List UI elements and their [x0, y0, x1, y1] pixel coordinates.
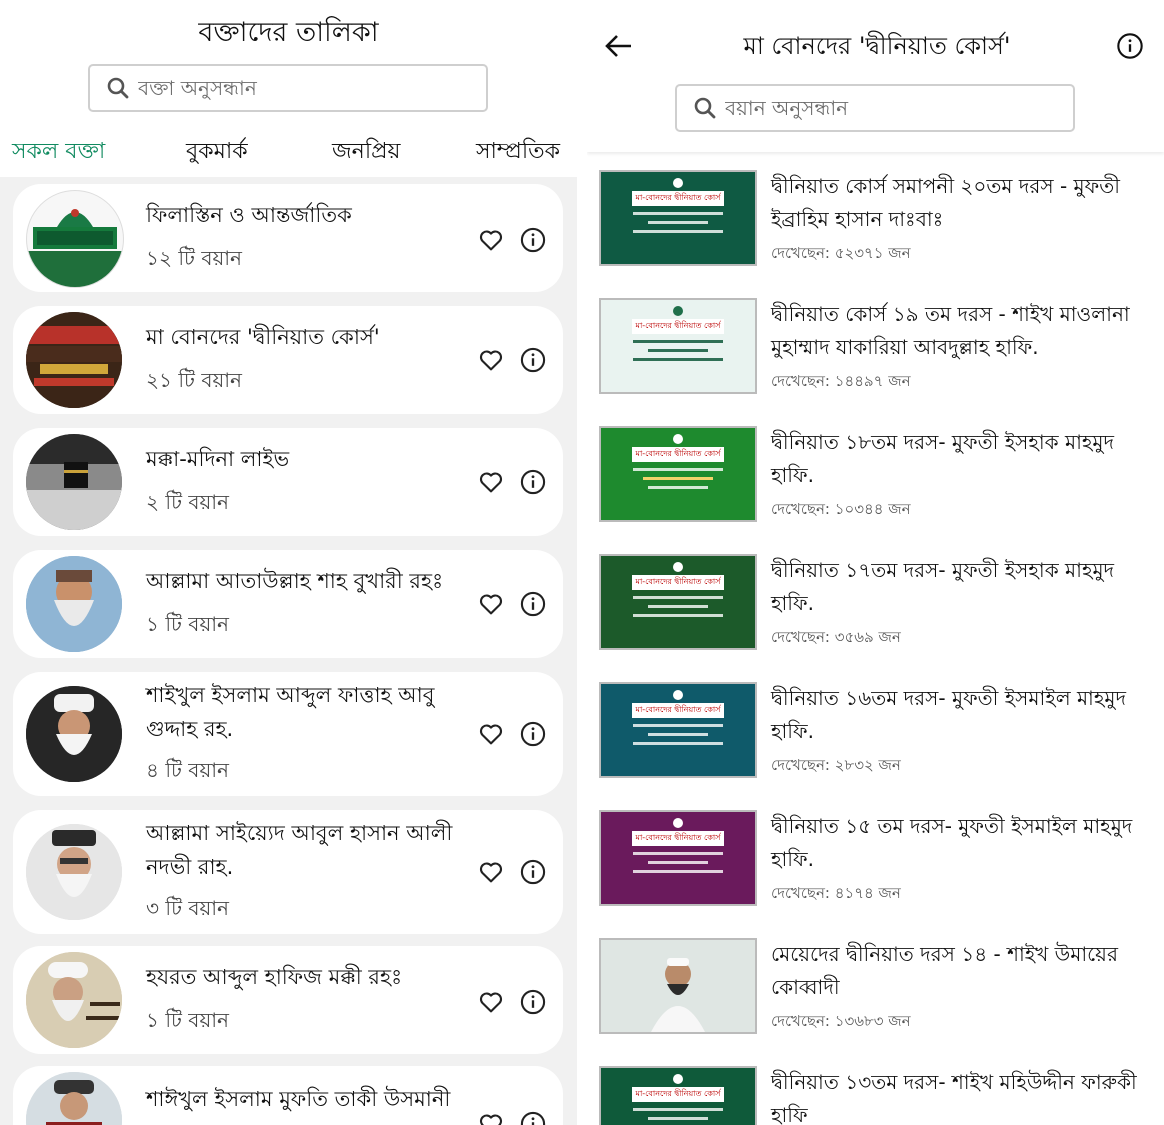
lecture-views: দেখেছেন: ২৮৩২ জন: [771, 756, 901, 774]
lecture-list-panel: [587, 0, 1164, 1125]
speaker-card[interactable]: [13, 550, 563, 658]
info-icon[interactable]: [519, 1110, 547, 1125]
speaker-count: ৪ টি বয়ান: [146, 758, 229, 782]
lecture-views: দেখেছেন: ১৪৪৯৭ জন: [771, 372, 911, 390]
thumbnail-caption: মা-বোনদের দ্বীনিয়াত কোর্স: [632, 831, 725, 846]
page-title: মা বোনদের 'দ্বীনিয়াত কোর্স': [743, 32, 1011, 60]
lecture-item[interactable]: [599, 938, 1159, 1038]
lecture-thumbnail: [599, 554, 757, 650]
speaker-list-header: [0, 0, 577, 177]
info-icon[interactable]: [519, 346, 547, 374]
heart-icon[interactable]: [477, 858, 505, 886]
speaker-count: ৩ টি বয়ান: [146, 896, 229, 920]
speaker-avatar: [26, 190, 124, 288]
speaker-card[interactable]: [13, 810, 563, 934]
lecture-list-header: [587, 0, 1164, 152]
panel-divider: [577, 0, 587, 1125]
lecture-title: দ্বীনিয়াত ১৫ তম দরস- মুফতী ইসমাইল মাহমুদ হাফি.: [771, 814, 1133, 871]
tab-recent[interactable]: সাম্প্রতিক: [476, 139, 561, 164]
heart-icon[interactable]: [477, 720, 505, 748]
lecture-thumbnail: [599, 810, 757, 906]
heart-icon[interactable]: [477, 1110, 505, 1125]
speaker-search-box[interactable]: [88, 64, 488, 112]
lecture-thumbnail: [599, 170, 757, 266]
info-icon[interactable]: [519, 720, 547, 748]
lecture-item[interactable]: [599, 170, 1159, 270]
speaker-name: আল্লামা সাইয়্যেদ আবুল হাসান আলী নদভী রাহ.: [146, 821, 453, 879]
tab-bookmarks[interactable]: বুকমার্ক: [186, 139, 248, 164]
heart-icon[interactable]: [477, 590, 505, 618]
lecture-views: দেখেছেন: ৪১৭৪ জন: [771, 884, 901, 902]
heart-icon[interactable]: [477, 346, 505, 374]
speaker-name: হযরত আব্দুল হাফিজ মক্কী রহঃ: [146, 965, 403, 989]
tab-all-speakers[interactable]: সকল বক্তা: [12, 139, 106, 164]
lecture-thumbnail: [599, 1066, 757, 1125]
lecture-title: দ্বীনিয়াত কোর্স ১৯ তম দরস - শাইখ মাওলানা মুহাম্মাদ যাকারিয়া আবদুল্লাহ হাফি.: [771, 302, 1130, 359]
speaker-card[interactable]: [13, 672, 563, 796]
speaker-avatar: [26, 824, 122, 920]
info-icon[interactable]: [1116, 32, 1144, 60]
lecture-item[interactable]: [599, 1066, 1159, 1125]
tab-popular[interactable]: জনপ্রিয়: [332, 139, 401, 164]
info-icon[interactable]: [519, 858, 547, 886]
lecture-title: দ্বীনিয়াত ১৩তম দরস- শাইখ মহিউদ্দীন ফারুকী হাফি: [771, 1070, 1137, 1125]
info-icon[interactable]: [519, 468, 547, 496]
lecture-title: দ্বীনিয়াত ১৬তম দরস- মুফতী ইসমাইল মাহমুদ হাফি.: [771, 686, 1126, 743]
search-icon: [693, 96, 717, 120]
lecture-search-box[interactable]: [675, 84, 1075, 132]
speaker-card[interactable]: [13, 946, 563, 1054]
lecture-views: দেখেছেন: ১০৩৪৪ জন: [771, 500, 911, 518]
speaker-card[interactable]: [13, 1066, 563, 1125]
heart-icon[interactable]: [477, 468, 505, 496]
speaker-name: আল্লামা আতাউল্লাহ শাহ বুখারী রহঃ: [146, 569, 444, 593]
info-icon[interactable]: [519, 590, 547, 618]
lecture-views: দেখেছেন: ৩৫৬৯ জন: [771, 628, 901, 646]
speaker-count: ২ টি বয়ান: [146, 490, 229, 514]
speaker-avatar: [26, 952, 122, 1048]
lecture-thumbnail: [599, 682, 757, 778]
speaker-list-panel: [0, 0, 577, 1125]
lecture-thumbnail: [599, 426, 757, 522]
speaker-name: ফিলাস্তিন ও আন্তর্জাতিক: [146, 203, 352, 227]
lecture-item[interactable]: [599, 554, 1159, 654]
thumbnail-caption: মা-বোনদের দ্বীনিয়াত কোর্স: [632, 191, 725, 206]
speaker-card[interactable]: [13, 184, 563, 292]
thumbnail-caption: মা-বোনদের দ্বীনিয়াত কোর্স: [632, 447, 725, 462]
speaker-avatar: [26, 434, 122, 530]
lecture-views: দেখেছেন: ১৩৬৮৩ জন: [771, 1012, 911, 1030]
lecture-thumbnail: [599, 298, 757, 394]
speaker-tabs: [0, 134, 577, 174]
speaker-card[interactable]: [13, 428, 563, 536]
back-arrow-icon[interactable]: [603, 30, 635, 62]
speaker-count: ১২ টি বয়ান: [146, 246, 242, 270]
lecture-thumbnail: [599, 938, 757, 1034]
thumbnail-caption: মা-বোনদের দ্বীনিয়াত কোর্স: [632, 1087, 725, 1102]
speaker-avatar: [26, 686, 122, 782]
speaker-search-input[interactable]: [136, 75, 440, 101]
page-title: বক্তাদের তালিকা: [198, 17, 379, 48]
lecture-item[interactable]: [599, 682, 1159, 782]
lecture-title: দ্বীনিয়াত কোর্স সমাপনী ২০তম দরস - মুফতী ইব্রাহিম হাসান দাঃবাঃ: [771, 174, 1120, 231]
heart-icon[interactable]: [477, 226, 505, 254]
speaker-name: মা বোনদের 'দ্বীনিয়াত কোর্স': [146, 325, 380, 349]
thumbnail-caption: মা-বোনদের দ্বীনিয়াত কোর্স: [632, 575, 725, 590]
lecture-title: মেয়েদের দ্বীনিয়াত দরস ১৪ - শাইখ উমায়ের কোব্বাদী: [771, 942, 1118, 999]
lecture-title: দ্বীনিয়াত ১৮তম দরস- মুফতী ইসহাক মাহমুদ হাফি.: [771, 430, 1115, 487]
speaker-name: মক্কা-মদিনা লাইভ: [146, 447, 290, 471]
speaker-name: শাঈখুল ইসলাম মুফতি তাকী উসমানী: [146, 1087, 451, 1111]
speaker-card[interactable]: [13, 306, 563, 414]
lecture-search-input[interactable]: [723, 95, 1027, 121]
speaker-avatar: [26, 312, 122, 408]
lecture-title: দ্বীনিয়াত ১৭তম দরস- মুফতী ইসহাক মাহমুদ হাফি.: [771, 558, 1115, 615]
speaker-avatar: [26, 1072, 122, 1125]
speaker-avatar: [26, 556, 122, 652]
speaker-count: ১ টি বয়ান: [146, 1008, 229, 1032]
thumbnail-caption: মা-বোনদের দ্বীনিয়াত কোর্স: [632, 319, 725, 334]
speaker-name: শাইখুল ইসলাম আব্দুল ফাত্তাহ আবু গুদ্দাহ রহ.: [146, 683, 435, 741]
thumbnail-caption: মা-বোনদের দ্বীনিয়াত কোর্স: [632, 703, 725, 718]
speaker-count: ১ টি বয়ান: [146, 612, 229, 636]
speaker-count: ২১ টি বয়ান: [146, 368, 242, 392]
lecture-item[interactable]: [599, 810, 1159, 910]
heart-icon[interactable]: [477, 988, 505, 1016]
lecture-views: দেখেছেন: ৫২৩৭১ জন: [771, 244, 911, 262]
info-icon[interactable]: [519, 226, 547, 254]
lecture-item[interactable]: [599, 426, 1159, 526]
lecture-item[interactable]: [599, 298, 1159, 398]
search-icon: [106, 76, 130, 100]
info-icon[interactable]: [519, 988, 547, 1016]
